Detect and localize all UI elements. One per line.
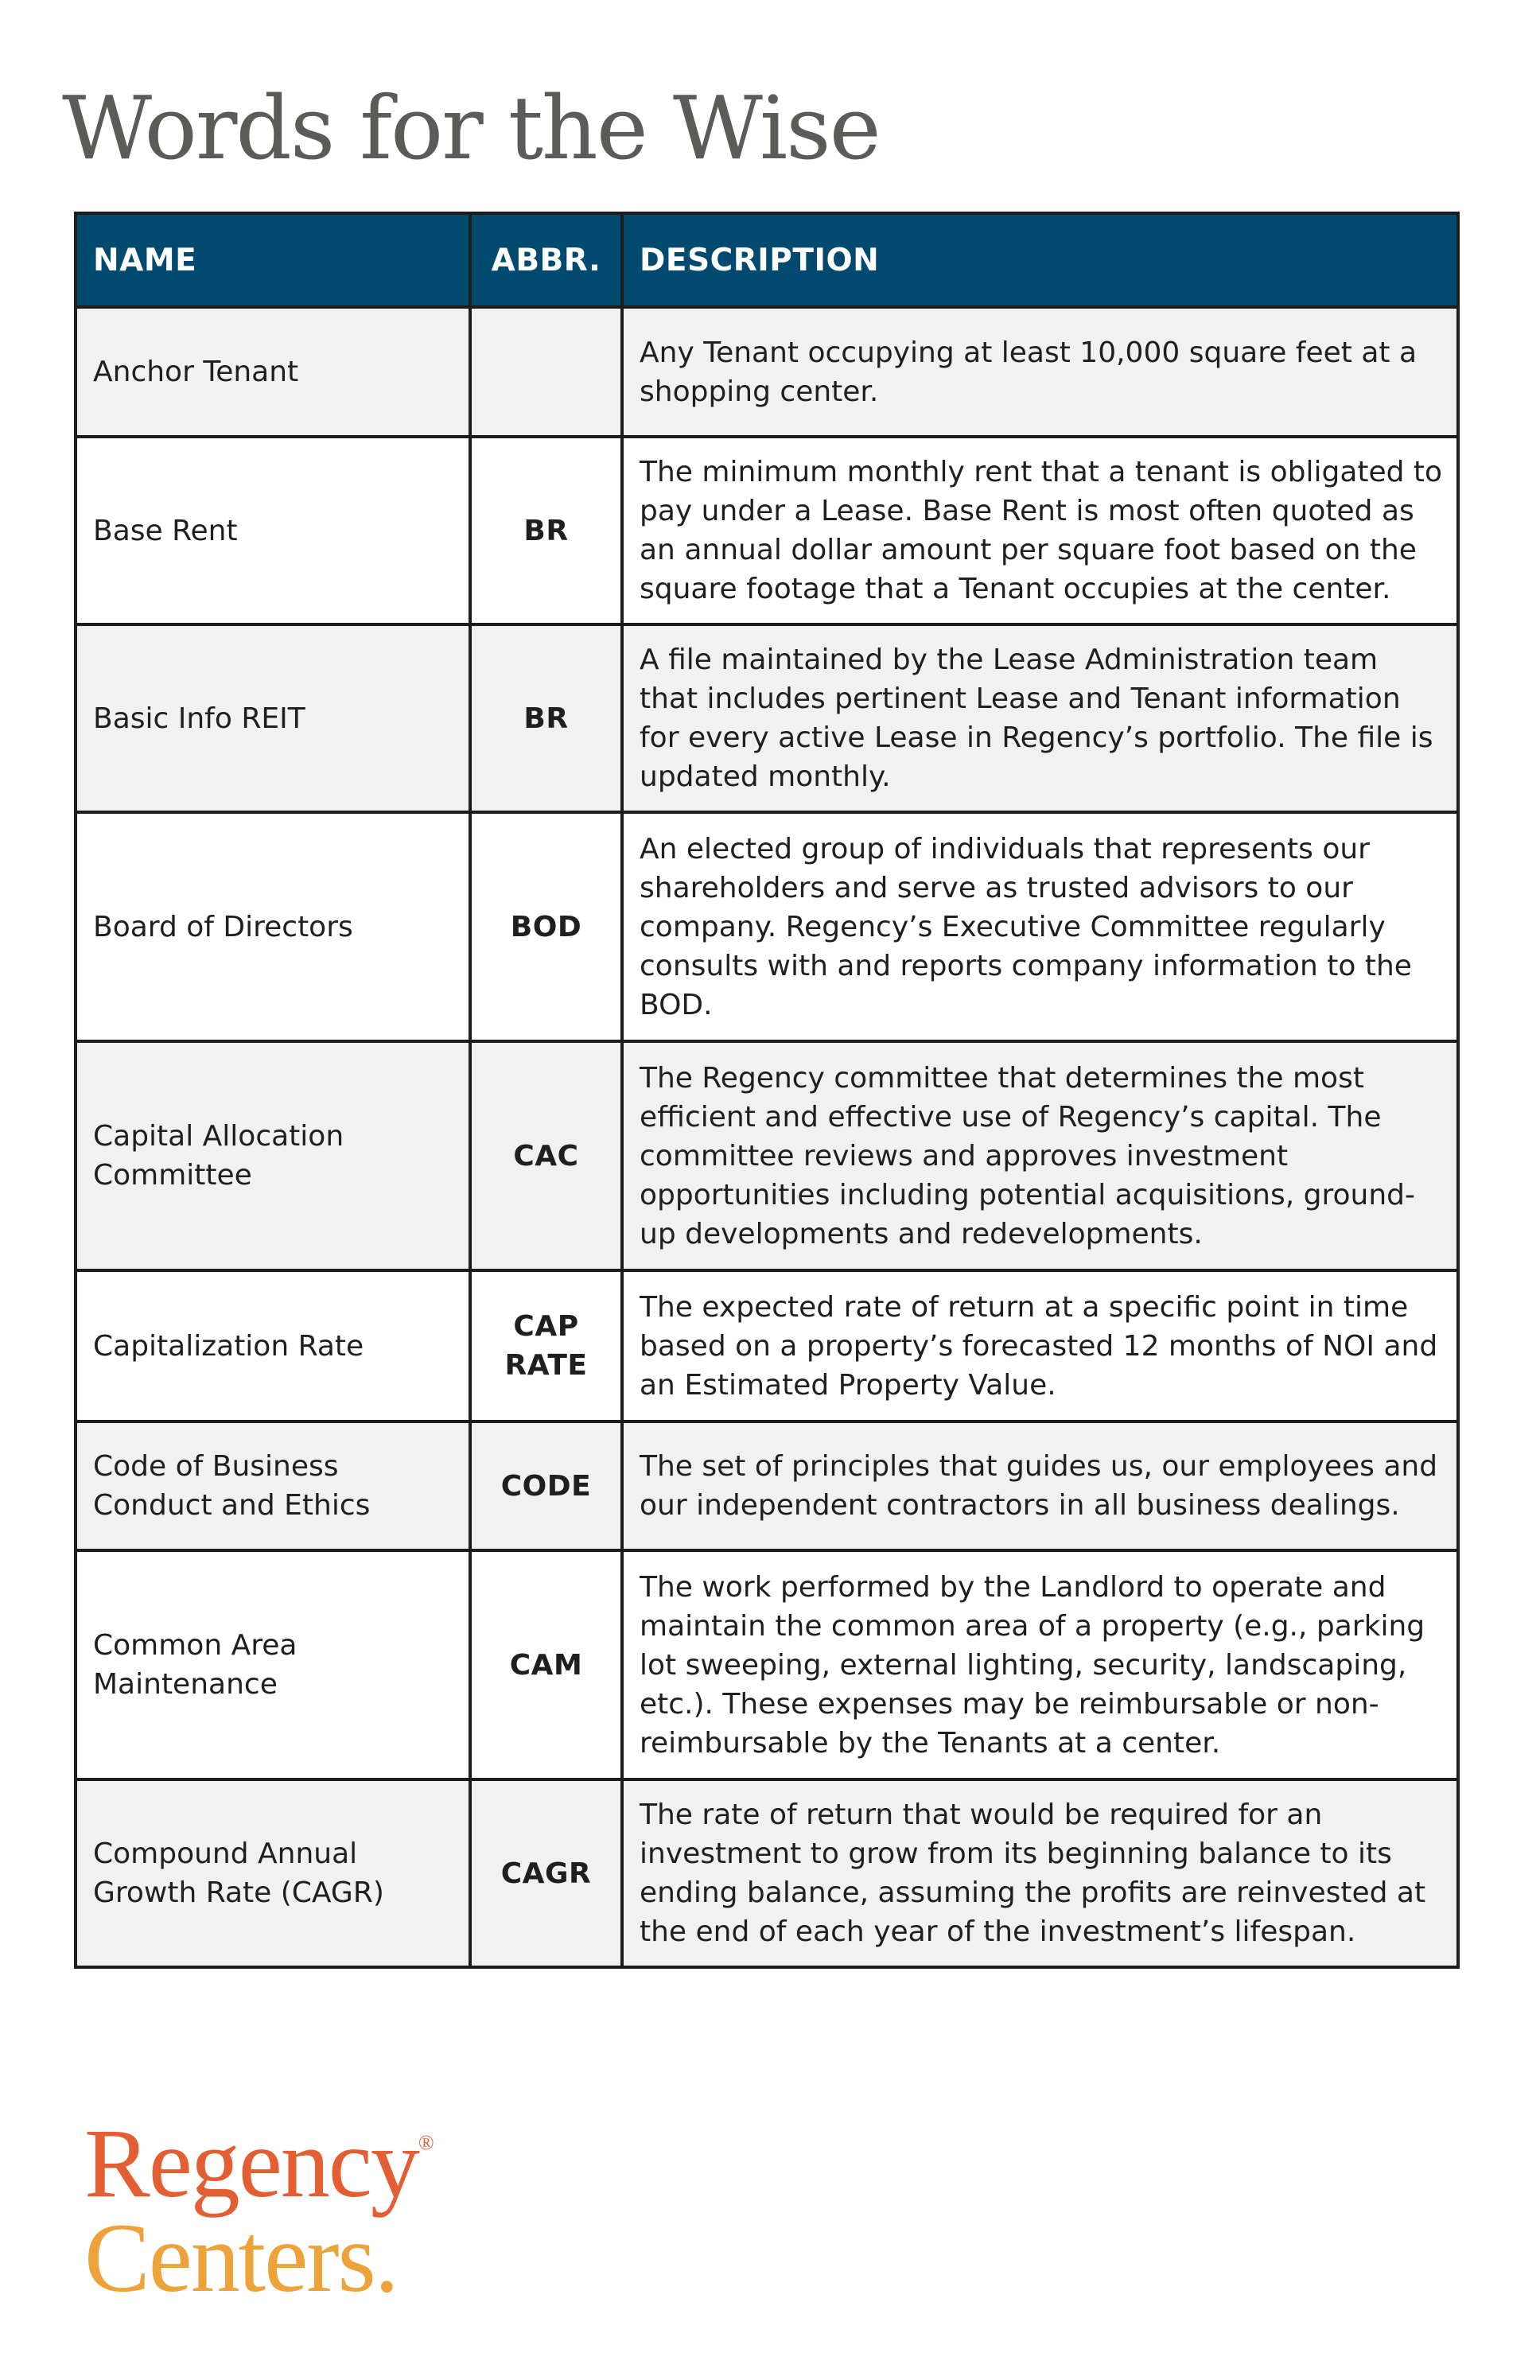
page-title: Words for the Wise: [62, 77, 880, 179]
table-row: [76, 1779, 1458, 1967]
table-row: [76, 1270, 1458, 1421]
term-abbr: CAGR: [470, 1779, 622, 1967]
table-row: [76, 437, 1458, 624]
term-description: The Regency committee that determines the most efficient and effective use of Regency’s capital. The committee reviews and approves investment opportunities including potential acquisitions, ground-up developments and redevelopments.: [622, 1041, 1458, 1270]
term-name: Board of Directors: [76, 812, 470, 1041]
term-abbr: CODE: [470, 1421, 622, 1550]
term-description: The set of principles that guides us, our employees and our independent contractors in all business dealings.: [622, 1421, 1458, 1550]
term-abbr: [470, 307, 622, 437]
regency-centers-logo: [84, 2109, 434, 2313]
term-abbr: CAP RATE: [470, 1270, 622, 1421]
term-description: The minimum monthly rent that a tenant is obligated to pay under a Lease. Base Rent is most often quoted as an annual dollar amount per square foot based on the square footage that a Tenant occupies at the center.: [622, 437, 1458, 624]
table-row: [76, 1041, 1458, 1270]
term-abbr: CAC: [470, 1041, 622, 1270]
term-name: Basic Info REIT: [76, 624, 470, 812]
column-header-description: DESCRIPTION: [622, 213, 1458, 307]
logo-word-regency: Regency: [84, 2109, 418, 2218]
term-description: A file maintained by the Lease Administration team that includes pertinent Lease and Tenant information for every active Lease in Regency’s portfolio. The file is updated monthly.: [622, 624, 1458, 812]
term-abbr: BOD: [470, 812, 622, 1041]
term-description: Any Tenant occupying at least 10,000 square feet at a shopping center.: [622, 307, 1458, 437]
logo-line-centers: Centers.: [84, 2203, 398, 2313]
table-row: [76, 1550, 1458, 1779]
term-name: Code of Business Conduct and Ethics: [76, 1421, 470, 1550]
column-header-abbr: ABBR.: [470, 213, 622, 307]
table-row: [76, 812, 1458, 1041]
term-description: The expected rate of return at a specific point in time based on a property’s forecasted 12 months of NOI and an Estimated Property Value.: [622, 1270, 1458, 1421]
term-description: An elected group of individuals that represents our shareholders and serve as trusted advisors to our company. Regency’s Executive Committee regularly consults with and reports company information to the BOD.: [622, 812, 1458, 1041]
term-abbr: BR: [470, 624, 622, 812]
registered-mark: ®: [418, 2131, 434, 2154]
term-name: Capitalization Rate: [76, 1270, 470, 1421]
term-description: The rate of return that would be required for an investment to grow from its beginning balance to its ending balance, assuming the profits are reinvested at the end of each year of the investment’s lifespan.: [622, 1779, 1458, 1967]
term-name: Common Area Maintenance: [76, 1550, 470, 1779]
term-name: Anchor Tenant: [76, 307, 470, 437]
table-row: [76, 307, 1458, 437]
term-name: Capital Allocation Committee: [76, 1041, 470, 1270]
column-header-name: NAME: [76, 213, 470, 307]
term-description: The work performed by the Landlord to operate and maintain the common area of a property (e.g., parking lot sweeping, external lighting, security, landscaping, etc.). These expenses may be reimbursable or non-reimbursable by the Tenants at a center.: [622, 1550, 1458, 1779]
logo-line-regency: [84, 2109, 434, 2218]
term-name: Compound Annual Growth Rate (CAGR): [76, 1779, 470, 1967]
table-header-row: [76, 213, 1458, 307]
term-abbr: CAM: [470, 1550, 622, 1779]
table-row: [76, 624, 1458, 812]
term-name: Base Rent: [76, 437, 470, 624]
table-row: [76, 1421, 1458, 1550]
glossary-table: [74, 212, 1460, 1969]
term-abbr: BR: [470, 437, 622, 624]
